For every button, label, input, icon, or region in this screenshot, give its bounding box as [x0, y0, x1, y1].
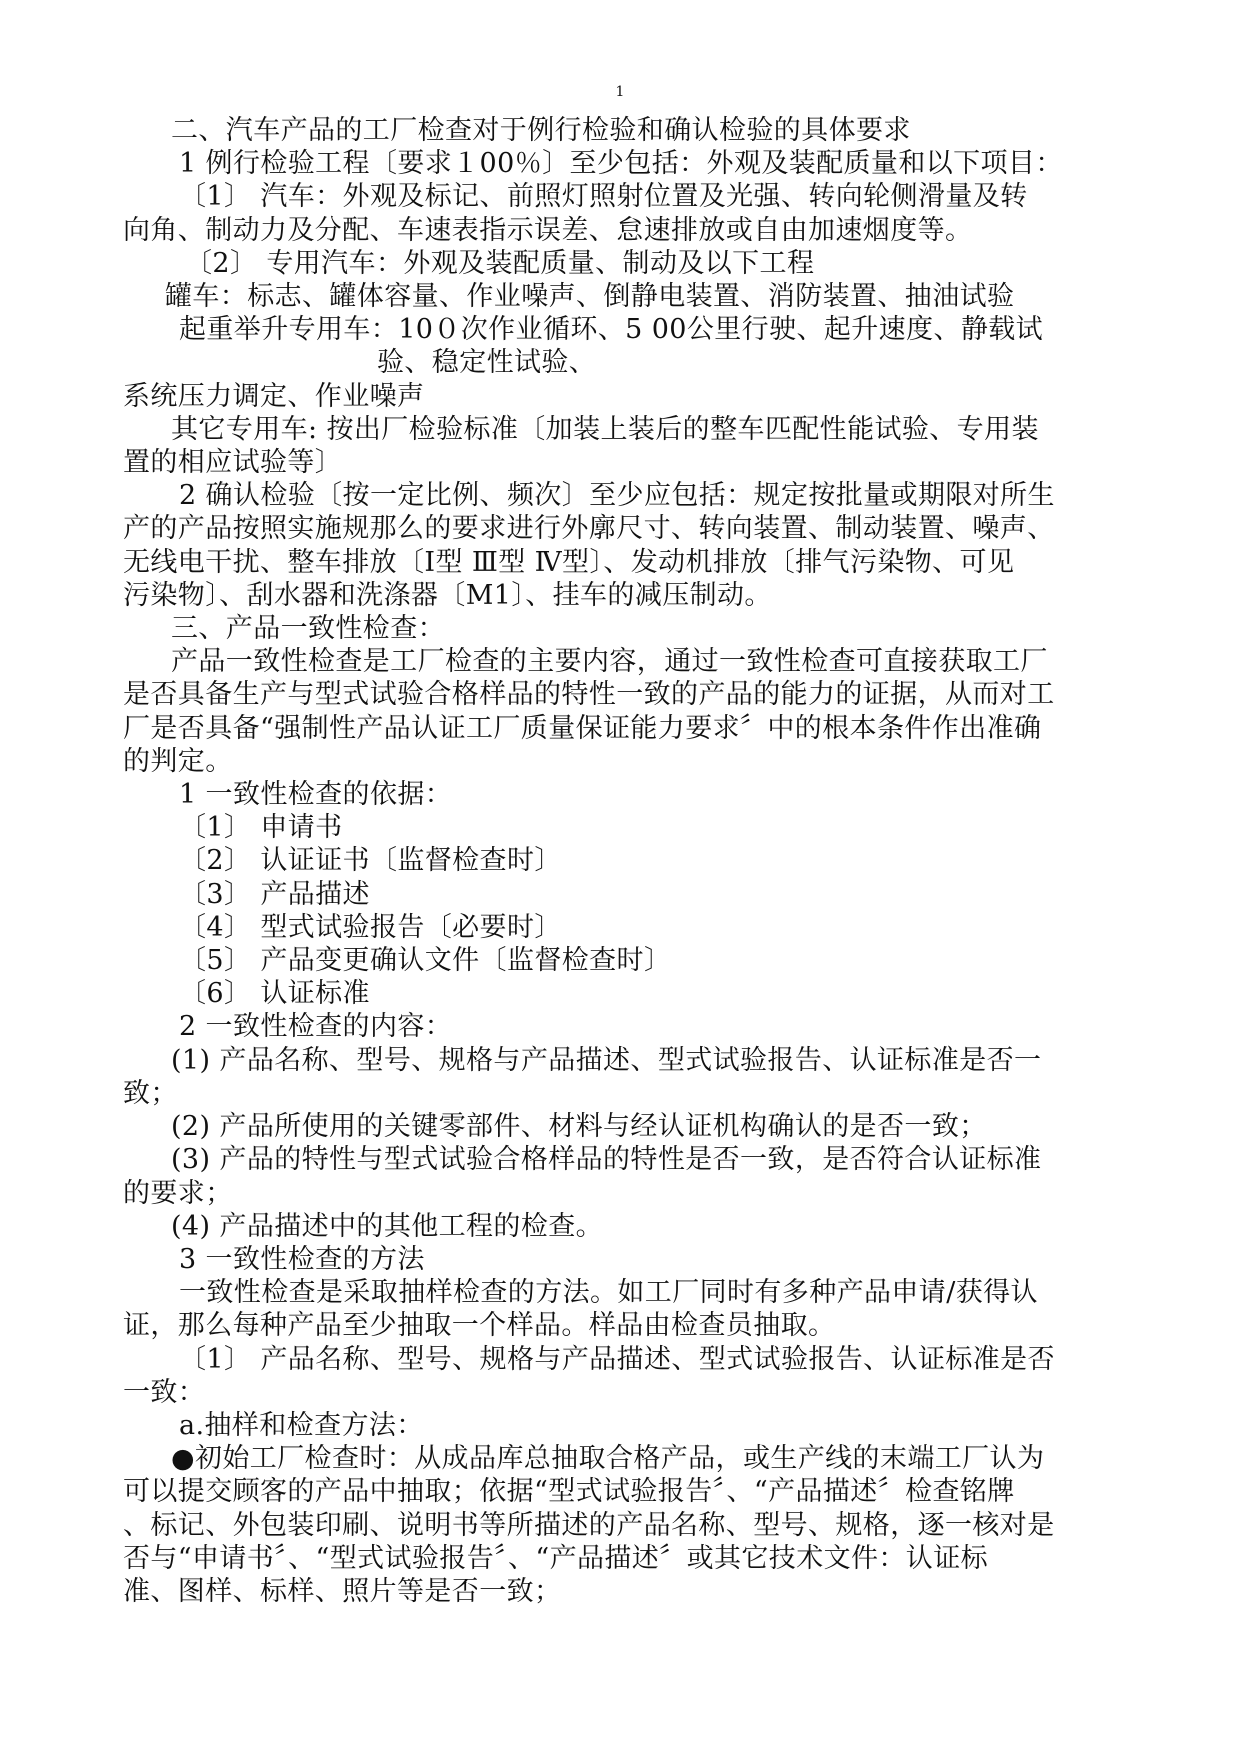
document-body: [123, 114, 1123, 1608]
text-line: (2) 产品所使用的关键零部件、材料与经认证机构确认的是否一致；: [171, 1111, 987, 1143]
text-line: 否与“申请书〞、“型式试验报告〞、“产品描述〞或其它技术文件：认证标: [123, 1542, 989, 1574]
text-line: 的要求；: [123, 1177, 233, 1209]
text-line: 〔1〕 产品名称、型号、规格与产品描述、型式试验报告、认证标准是否: [179, 1343, 1055, 1375]
text-line: 〔4〕 型式试验报告〔必要时〕: [179, 911, 562, 943]
text-line: 〔5〕 产品变更确认文件〔监督检查时〕: [179, 945, 672, 977]
text-line: 系统压力调定、作业噪声: [123, 380, 425, 412]
text-line: 起重举升专用车：10０次作业循环、5 00公里行驶、起升速度、静载试: [179, 314, 1044, 346]
text-line: 〔2〕 认证证书〔监督检查时〕: [179, 845, 562, 877]
text-line: 一致：: [123, 1376, 206, 1408]
text-line: (4) 产品描述中的其他工程的检查。: [171, 1210, 604, 1242]
text-line: 可以提交顾客的产品中抽取；依据“型式试验报告〞、“产品描述〞检查铭牌: [123, 1476, 1015, 1508]
text-line: 证，那么每种产品至少抽取一个样品。样品由检查员抽取。: [123, 1310, 836, 1342]
text-line: 准、图样、标样、照片等是否一致；: [123, 1575, 562, 1607]
text-line: 二、汽车产品的工厂检查对于例行检验和确认检验的具体要求: [171, 115, 911, 146]
text-line: 无线电干扰、整车排放〔Ⅰ型 Ⅲ型 Ⅳ型〕、发动机排放〔排气污染物、可见: [123, 546, 1015, 578]
text-line: 1 一致性检查的依据：: [179, 779, 453, 811]
text-line: 的判定。: [123, 745, 233, 777]
text-line: 1 例行检验工程〔要求１00％〕至少包括：外观及装配质量和以下项目：: [179, 148, 1063, 180]
text-line: 向角、制动力及分配、车速表指示误差、怠速排放或自由加速烟度等。: [123, 214, 973, 246]
page-number: 1: [615, 84, 625, 100]
text-line: 产品一致性检查是工厂检查的主要内容，通过一致性检查可直接获取工厂: [171, 646, 1048, 678]
text-line: 其它专用车: 按出厂检验标准〔加装上装后的整车匹配性能试验、专用装: [171, 413, 1039, 445]
text-line: 三、产品一致性检查：: [171, 613, 445, 645]
text-line: 〔1〕 申请书: [179, 812, 343, 844]
text-line: 2 一致性检查的内容：: [179, 1011, 453, 1043]
text-line: 污染物〕、刮水器和洗涤器〔M1〕、挂车的减压制动。: [123, 579, 772, 611]
text-line: 验、稳定性试验、: [377, 347, 597, 379]
text-line: (1) 产品名称、型号、规格与产品描述、型式试验报告、认证标准是否一: [171, 1044, 1042, 1076]
text-line: 〔2〕 专用汽车：外观及装配质量、制动及以下工程: [185, 247, 815, 279]
text-line: 〔1〕 汽车：外观及标记、前照灯照射位置及光强、转向轮侧滑量及转: [179, 181, 1028, 213]
text-line: ●初始工厂检查时：从成品库总抽取合格产品，或生产线的末端工厂认为: [171, 1443, 1045, 1475]
text-line: 致；: [123, 1077, 178, 1109]
text-line: 是否具备生产与型式试验合格样品的特性一致的产品的能力的证据，从而对工: [123, 679, 1055, 711]
text-line: 〔6〕 认证标准: [179, 978, 370, 1010]
text-line: 2 确认检验〔按一定比例、频次〕至少应包括：规定按批量或期限对所生: [179, 480, 1055, 512]
text-line: 3 一致性检查的方法: [179, 1243, 425, 1275]
text-line: 厂是否具备“强制性产品认证工厂质量保证能力要求〞中的根本条件作出准确: [123, 712, 1042, 744]
text-line: 置的相应试验等〕: [123, 447, 343, 479]
text-line: 产的产品按照实施规那么的要求进行外廓尺寸、转向装置、制动装置、噪声、: [123, 513, 1055, 545]
text-line: 、标记、外包装印刷、说明书等所描述的产品名称、型号、规格，逐一核对是: [123, 1509, 1055, 1541]
text-line: (3) 产品的特性与型式试验合格样品的特性是否一致，是否符合认证标准: [171, 1144, 1042, 1176]
text-line: a.抽样和检查方法：: [179, 1409, 424, 1441]
text-line: 罐车：标志、罐体容量、作业噪声、倒静电装置、消防装置、抽油试验: [165, 281, 1015, 313]
text-line: 〔3〕 产品描述: [179, 878, 370, 910]
text-line: 一致性检查是采取抽样检查的方法。如工厂同时有多种产品申请/获得认: [179, 1277, 1038, 1309]
